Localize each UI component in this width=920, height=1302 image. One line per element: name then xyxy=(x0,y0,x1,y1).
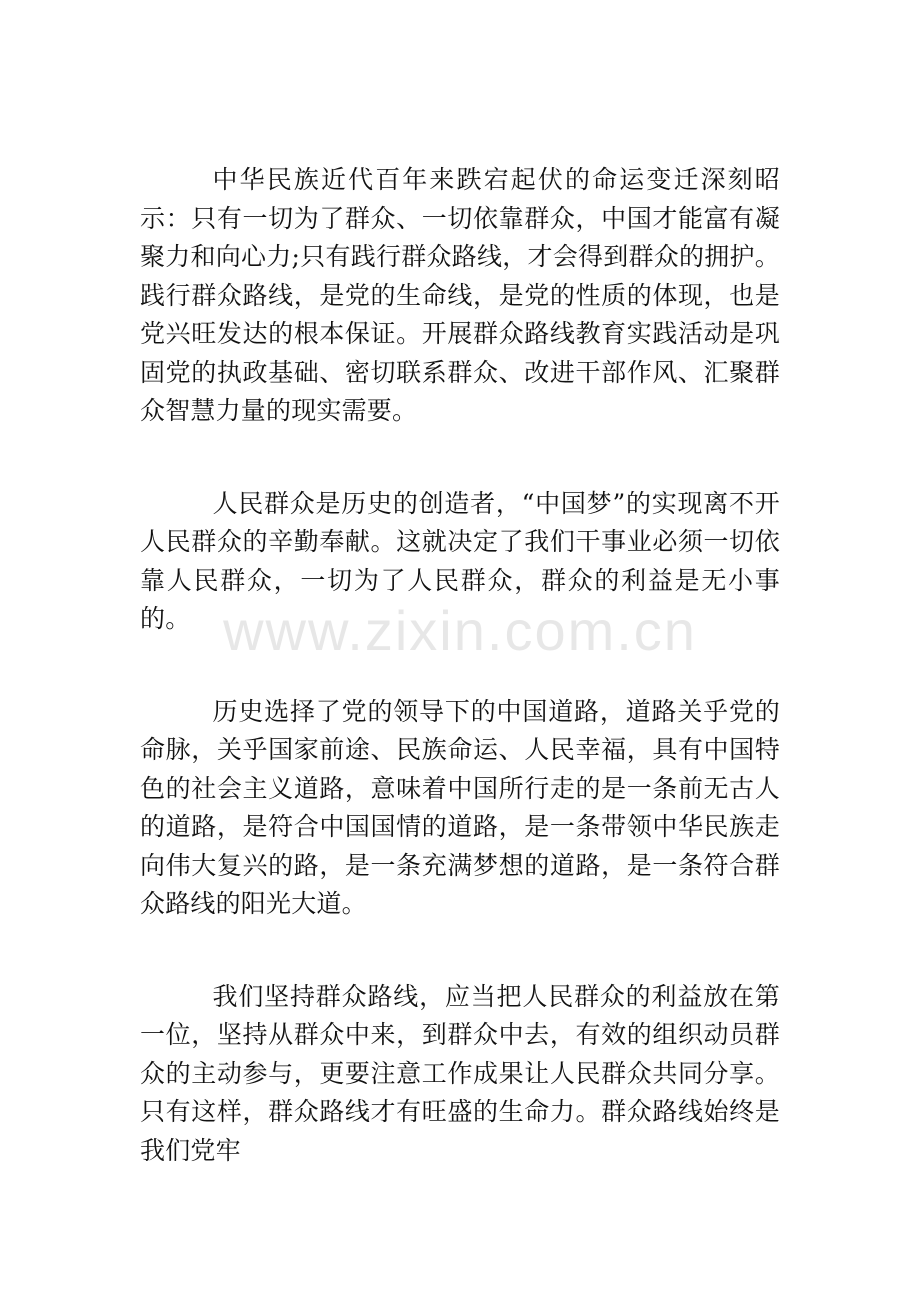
paragraph-4: 我们坚持群众路线，应当把人民群众的利益放在第一位，坚持从群众中来，到群众中去，有效的组织动员群众的主动参与，更要注意工作成果让人民群众共同分享。只有这样，群众路线才有旺盛的生命力。群众路线始终是我们党牢 xyxy=(140,981,780,1165)
paragraph-1: 中华民族近代百年来跌宕起伏的命运变迁深刻昭示：只有一切为了群众、一切依靠群众，中国才能富有凝聚力和向心力;只有践行群众路线，才会得到群众的拥护。践行群众路线，是党的生命线，是党的性质的体现，也是党兴旺发达的根本保证。开展群众路线教育实践活动是巩固党的执政基础、密切联系群众、改进干部作风、汇聚群众智慧力量的现实需要。 xyxy=(140,165,780,425)
document-body xyxy=(140,161,780,1224)
paragraph-3: 历史选择了党的领导下的中国道路，道路关乎党的命脉，关乎国家前途、民族命运、人民幸福，具有中国特色的社会主义道路，意味着中国所行走的是一条前无古人的道路，是符合中国国情的道路，是一条带领中华民族走向伟大复兴的路，是一条充满梦想的道路，是一条符合群众路线的阳光大道。 xyxy=(140,696,780,918)
paragraph-2: 人民群众是历史的创造者，“中国梦”的实现离不开人民群众的辛勤奉献。这就决定了我们干事业必须一切依靠人民群众，一切为了人民群众，群众的利益是无小事的。 xyxy=(140,488,780,633)
watermark-text: www.zixin.com.cn xyxy=(223,599,697,662)
